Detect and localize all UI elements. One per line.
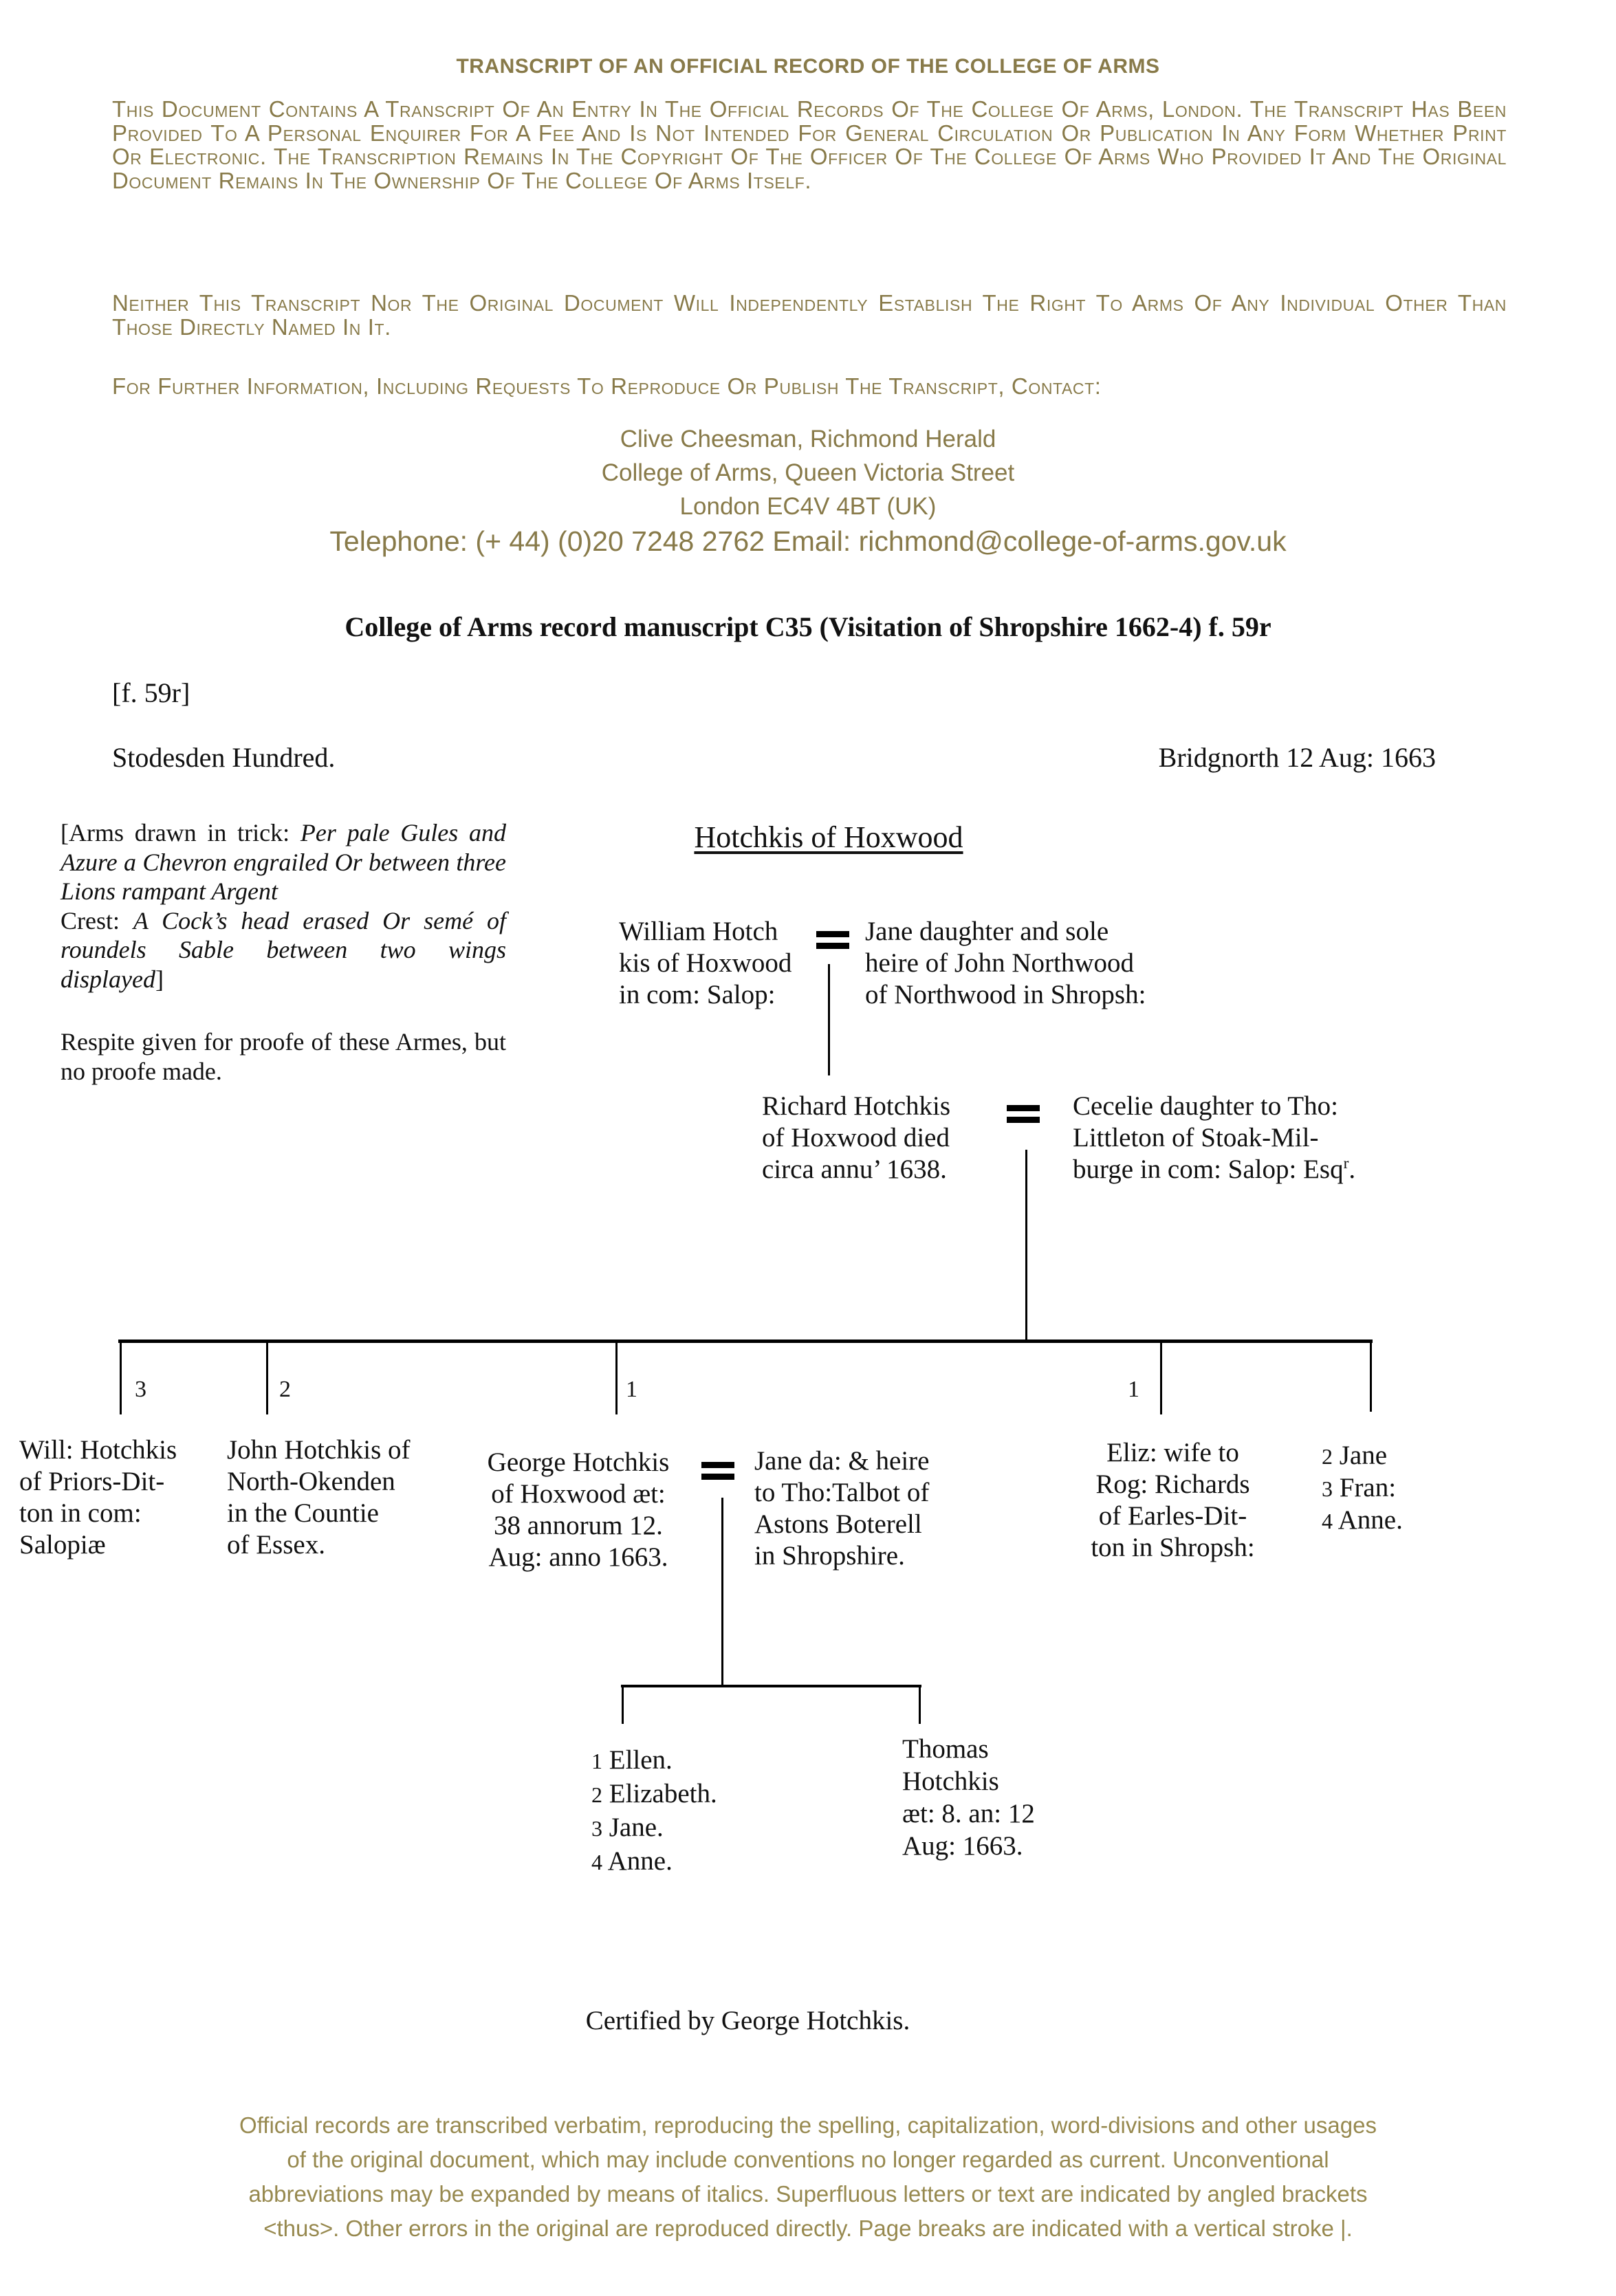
node-line: ton in com:	[19, 1498, 142, 1528]
node-line: ton in Shropsh:	[1091, 1533, 1255, 1562]
list-item-number: 3	[591, 1816, 602, 1841]
node-line: circa annu’ 1638.	[762, 1155, 947, 1184]
node-line: George Hotchkis	[487, 1447, 670, 1477]
node-george-hotchkis	[478, 1447, 679, 1573]
node-line: Astons Boterell	[754, 1509, 922, 1539]
equals-bar	[1007, 1117, 1040, 1123]
node-line: Rog: Richards	[1095, 1469, 1250, 1499]
crest-blazon: A Cock’s head erased Or semé of roundels Sable between two wings displayed	[61, 906, 506, 993]
equals-bar	[701, 1474, 734, 1480]
node-line: North-Okenden	[227, 1467, 395, 1496]
list-richard-daughters	[1322, 1440, 1473, 1537]
node-will-hotchkis	[19, 1434, 201, 1561]
list-item-name: Jane.	[609, 1813, 664, 1842]
sibling-bar-gen3	[118, 1340, 1373, 1343]
list-item	[1322, 1472, 1473, 1505]
contact-address-2: London EC4V 4BT (UK)	[679, 493, 937, 520]
drop-line-ellen-list	[622, 1686, 624, 1724]
contact-address-1: College of Arms, Queen Victoria Street	[601, 459, 1015, 486]
footer-line: Official records are transcribed verbatim, reproducing the spelling, capitalization, word-divisions and other usages	[239, 2112, 1377, 2138]
node-line: William Hotch	[619, 917, 778, 946]
footer-line: of the original document, which may include conventions no longer regarded as current. Unconventional	[287, 2147, 1329, 2172]
drop-line-george	[615, 1342, 618, 1414]
transcription-conventions-note	[79, 2108, 1537, 2246]
drop-line-john	[266, 1342, 268, 1414]
drop-line-eliz	[1160, 1342, 1162, 1414]
node-line: in Shropshire.	[754, 1541, 905, 1571]
node-line: Salopiæ	[19, 1530, 106, 1560]
footer-line: <thus>. Other errors in the original are reproduced directly. Page breaks are indicated with a vertical stroke |.	[263, 2216, 1353, 2241]
header-paragraph-3: For Further Information, Including Requests To Reproduce Or Publish The Transcript, Contact:	[112, 373, 1102, 399]
folio-label: [f. 59r]	[112, 677, 190, 708]
place-date-label: Bridgnorth 12 Aug: 1663	[1158, 742, 1436, 773]
superscript-r: r	[1343, 1155, 1349, 1172]
arms-note-prefix: [Arms drawn in trick:	[61, 819, 301, 846]
drop-line-will	[120, 1342, 122, 1414]
respite-note: Respite given for proofe of these Armes, but no proofe made.	[61, 1028, 506, 1085]
node-line: Littleton of Stoak-Mil-	[1073, 1123, 1319, 1152]
node-line: 38 annorum 12.	[494, 1511, 663, 1540]
list-item	[591, 1744, 791, 1778]
list-item	[591, 1811, 791, 1845]
node-john-hotchkis	[227, 1434, 437, 1561]
node-line: Jane da: & heire	[754, 1446, 930, 1476]
node-line: Hotchkis	[902, 1767, 999, 1796]
node-line: Eliz: wife to	[1106, 1438, 1239, 1467]
node-line-text: .	[1349, 1155, 1356, 1184]
node-line: of Hoxwood died	[762, 1123, 950, 1152]
hundred-label: Stodesden Hundred.	[112, 742, 336, 773]
arms-trick-note	[61, 818, 506, 994]
node-line: kis of Hoxwood	[619, 948, 792, 978]
node-line: in the Countie	[227, 1498, 379, 1528]
node-william-hotchkis	[619, 916, 799, 1011]
birth-order-number-george: 1	[626, 1377, 637, 1402]
list-item-name: Anne.	[1337, 1505, 1403, 1535]
list-item-name: Fran:	[1339, 1473, 1397, 1502]
node-jane-talbot	[754, 1445, 971, 1572]
transcript-header-title: TRANSCRIPT OF AN OFFICIAL RECORD OF THE COLLEGE OF ARMS	[456, 55, 1160, 78]
list-item	[591, 1845, 791, 1879]
node-line: of Essex.	[227, 1530, 325, 1560]
pedigree-heading: Hotchkis of Hoxwood	[694, 820, 963, 854]
drop-line-daughters	[1370, 1342, 1372, 1412]
node-line: Aug: anno 1663.	[488, 1542, 668, 1572]
record-title: College of Arms record manuscript C35 (Visitation of Shropshire 1662-4) f. 59r	[345, 611, 1271, 642]
equals-bar	[1007, 1105, 1040, 1111]
list-item	[1322, 1505, 1473, 1537]
node-jane-northwood	[865, 916, 1168, 1011]
arms-note-suffix: ]	[155, 965, 164, 993]
list-item	[591, 1778, 791, 1811]
marriage-equals-george-jane	[701, 1462, 734, 1480]
arms-blazon: Per pale Gules and Azure a Chevron engrailed Or between three Lions rampant Argent	[61, 819, 506, 905]
list-item-number: 2	[591, 1782, 602, 1807]
drop-line-thomas	[919, 1686, 921, 1724]
node-line: in com: Salop:	[619, 980, 776, 1009]
node-line: Will: Hotchkis	[19, 1435, 177, 1465]
node-cecelie-littleton	[1073, 1091, 1382, 1185]
list-item-number: 1	[591, 1749, 602, 1773]
node-eliz-richards	[1064, 1437, 1281, 1564]
list-item-number: 4	[1322, 1509, 1333, 1533]
node-line: of Earles-Dit-	[1098, 1501, 1247, 1531]
node-line	[1073, 1154, 1382, 1185]
certified-statement: Certified by George Hotchkis.	[585, 2006, 910, 2035]
node-line-text: burge in com: Salop: Esq	[1073, 1155, 1344, 1184]
list-item-number: 3	[1322, 1476, 1333, 1501]
node-line: to Tho:Talbot of	[754, 1478, 930, 1507]
node-line: heire of John Northwood	[865, 948, 1135, 978]
contact-block	[0, 422, 1616, 559]
node-richard-hotchkis	[762, 1091, 976, 1185]
list-item	[1322, 1440, 1473, 1472]
node-line: of Priors-Dit-	[19, 1467, 165, 1496]
node-line: of Hoxwood æt:	[491, 1479, 666, 1509]
list-item-name: Ellen.	[609, 1745, 673, 1775]
footer-line: abbreviations may be expanded by means of italics. Superfluous letters or text are indicated by angled brackets	[248, 2181, 1368, 2207]
node-line: John Hotchkis of	[227, 1435, 411, 1465]
equals-bar	[701, 1462, 734, 1468]
marriage-equals-william-jane	[816, 931, 849, 949]
descent-line-george-to-children	[721, 1498, 723, 1686]
crest-label: Crest:	[61, 906, 133, 934]
list-item-number: 4	[591, 1850, 602, 1874]
sibling-bar-gen4	[621, 1685, 921, 1687]
node-line: Richard Hotchkis	[762, 1091, 951, 1121]
equals-bar	[816, 931, 849, 937]
node-line: Aug: 1663.	[902, 1831, 1023, 1861]
header-paragraph-1: This Document Contains A Transcript Of An Entry In The Official Records Of The College Of Arms, London. The Transcript Has Been Provided To A Personal Enquirer For A Fee And Is Not Intended For General Circulation Or Publication In Any Form Whether Print Or Electronic. The Transcription Remains In The Copyright Of The Officer Of The College Of Arms Who Provided It And The Original Document Remains In The Ownership Of The College Of Arms Itself.	[112, 96, 1507, 193]
node-line: Thomas	[902, 1734, 989, 1764]
header-paragraph-2: Neither This Transcript Nor The Original Document Will Independently Establish The Right To Arms Of Any Individual Other Than Those Directly Named In It.	[112, 290, 1507, 340]
node-line: of Northwood in Shropsh:	[865, 980, 1146, 1009]
birth-order-number-will: 3	[135, 1377, 146, 1402]
marriage-equals-richard-cecelie	[1007, 1105, 1040, 1123]
list-item-number: 2	[1322, 1444, 1333, 1469]
list-george-daughters	[591, 1744, 791, 1879]
list-item-name: Jane	[1339, 1441, 1388, 1470]
node-thomas-hotchkis	[902, 1733, 1067, 1862]
list-item-name: Elizabeth.	[609, 1779, 717, 1808]
node-line: Jane daughter and sole	[865, 917, 1109, 946]
descent-line-richard-to-children	[1025, 1150, 1027, 1341]
descent-line-william-to-richard	[828, 964, 830, 1075]
birth-order-number-eliz: 1	[1128, 1377, 1139, 1402]
node-line: Cecelie daughter to Tho:	[1073, 1091, 1338, 1121]
equals-bar	[816, 943, 849, 949]
birth-order-number-john: 2	[279, 1377, 291, 1402]
list-item-name: Anne.	[607, 1846, 673, 1876]
contact-name: Clive Cheesman, Richmond Herald	[620, 426, 996, 452]
contact-telephone-email: Telephone: (+ 44) (0)20 7248 2762 Email: richmond@college-of-arms.gov.uk	[329, 525, 1287, 557]
node-line: æt: 8. an: 12	[902, 1799, 1035, 1828]
